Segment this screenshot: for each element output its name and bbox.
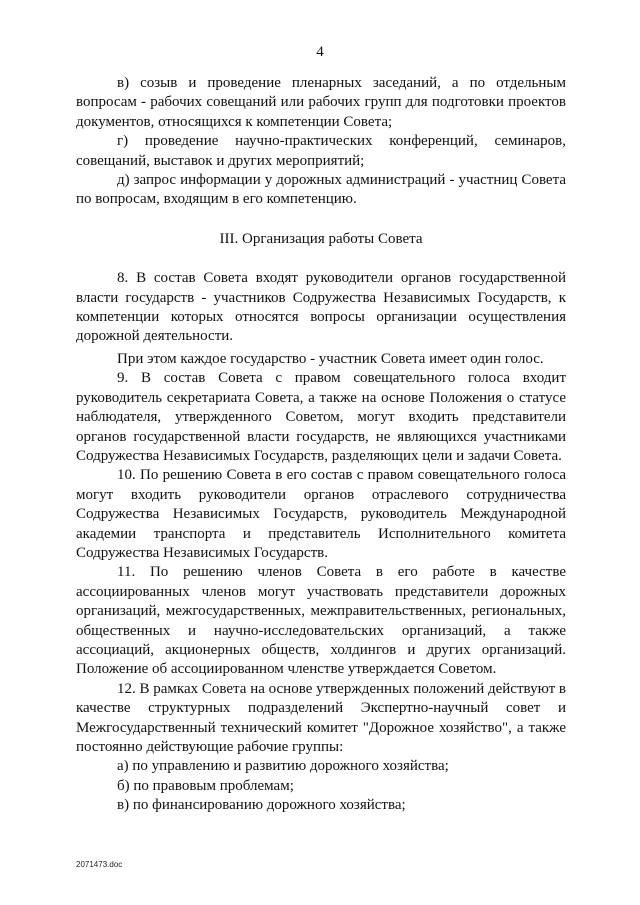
paragraph-item-g: г) проведение научно-практических конференций, семинаров, совещаний, выставок и других мероприятий;	[76, 133, 566, 169]
paragraph-12: 12. В рамках Совета на основе утвержденных положений действуют в качестве структурных подразделений Экспертно-научный совет и Межгосударственный технический комитет "Дорожное хозяйство", а также постоянно действующие рабочие группы:	[76, 680, 566, 755]
paragraph-item-v: в) созыв и проведение пленарных заседаний, а по отдельным вопросам - рабочих совещаний или рабочих групп для подготовки проектов документов, относящихся к компетенции Совета;	[76, 75, 566, 130]
paragraph-8: 8. В состав Совета входят руководители органов государственной власти государств - участников Содружества Независимых Государств, к компетенции которых относятся вопросы организации осуществления дорожной деятельности.	[76, 270, 566, 345]
paragraph-8-vote: При этом каждое государство - участник Совета имеет один голос.	[117, 350, 544, 367]
list-item-a: а) по управлению и развитию дорожного хозяйства;	[117, 758, 449, 775]
list-item-b: б) по правовым проблемам;	[117, 777, 294, 794]
paragraph-10: 10. По решению Совета в его состав с правом совещательного голоса могут входить руководители органов отраслевого сотрудничества Содружества Независимых Государств, руководитель Международной академии транспорта и представитель Исполнительного комитета Содружества Независимых Государств.	[76, 467, 566, 561]
paragraph-item-d: д) запрос информации у дорожных администраций - участниц Совета по вопросам, входящим в его компетенцию.	[76, 172, 566, 208]
document-body	[76, 74, 566, 816]
paragraph-9: 9. В состав Совета с правом совещательного голоса входит руководитель секретариата Совета, а также на основе Положения о статусе наблюдателя, утвержденного Советом, могут входить представители органов государственной власти государств, не являющихся участниками Содружества Независимых Государств, разделяющих цели и задачи Совета.	[76, 370, 566, 464]
section-heading: III. Организация работы Совета	[219, 230, 423, 247]
list-item-v: в) по финансированию дорожного хозяйства;	[117, 797, 406, 814]
paragraph-11: 11. По решению членов Совета в его работе в качестве ассоциированных членов могут участвовать представители дорожных организаций, межгосударственных, межправительственных, региональных, общественных и научно-исследовательских организаций, а также ассоциаций, акционерных обществ, холдингов и других организаций. Положение об ассоциированном членстве утверждается Советом.	[76, 564, 566, 678]
page-number: 4	[316, 44, 324, 60]
footer-filename: 2071473.doc	[76, 860, 123, 869]
